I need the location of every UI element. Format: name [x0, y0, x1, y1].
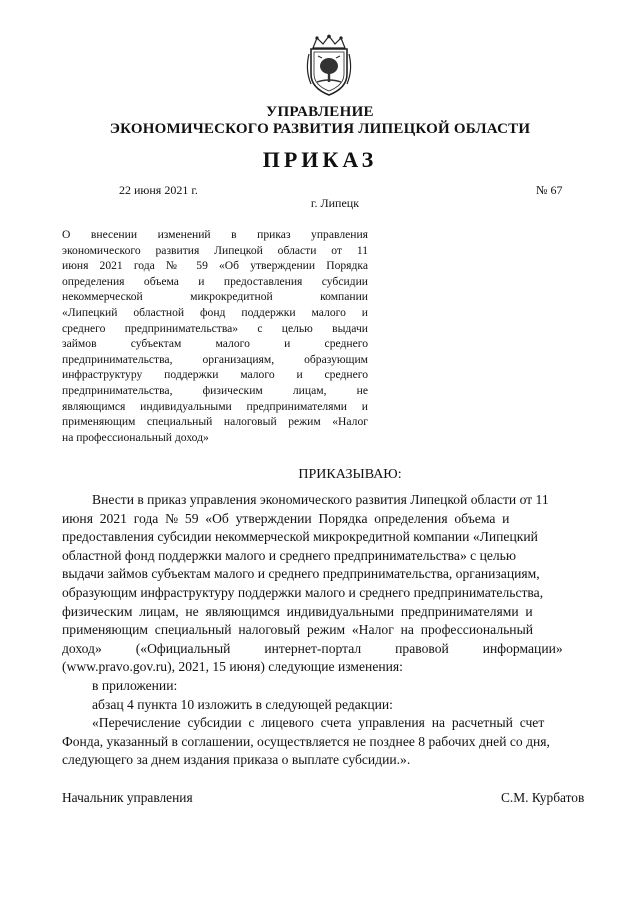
body-line: предоставления субсидии некоммерческой микрокредитной компании «Липецкий [62, 529, 538, 545]
subject-line: инфраструктуру поддержки малого и среднего [62, 368, 368, 382]
order-body [62, 491, 602, 770]
body-line: областной фонд поддержки малого и среднего предпринимательства» с целью [62, 547, 517, 563]
body-line: применяющим специальный налоговый режим «Налог на профессиональный [62, 622, 533, 638]
subject-line: июня 2021 года № 59 «Об утверждении Порядка [62, 259, 368, 273]
subject-line: предпринимательства, организациям, образующим [62, 352, 368, 366]
document-number: № 67 [536, 183, 563, 197]
body-paragraph: в приложении: [92, 677, 178, 693]
body-paragraph: абзац 4 пункта 10 изложить в следующей редакции: [92, 696, 393, 712]
body-line: физическим лицам, не являющимся индивидуальными предпринимателями и [62, 603, 533, 619]
subject-line: займов субъектам малого и среднего [62, 337, 368, 351]
subject-line: применяющим специальный налоговый режим «Налог [62, 415, 368, 429]
body-line: выдачи займов субъектам малого и среднего предпринимательства, организациям, [62, 566, 540, 582]
subject-line: экономического развития Липецкой области от 11 [62, 243, 368, 257]
subject-line: предпринимательства, физическим лицам, не [62, 383, 368, 397]
document-type-title: ПРИКАЗ [262, 147, 378, 172]
body-line: июня 2021 года № 59 «Об утверждении Порядка определения объема и [62, 510, 510, 526]
body-line: следующего за днем издания приказа о выплате субсидии.». [62, 752, 411, 768]
subject-line: некоммерческой микрокредитной компании [62, 290, 368, 304]
subject-line: «Липецкий областной фонд поддержки малого и [62, 305, 368, 319]
subject-line: О внесении изменений в приказ управления [62, 228, 368, 241]
body-line: «Перечисление субсидии с лицевого счета управления на расчетный счет [92, 715, 545, 731]
body-line: Внести в приказ управления экономического развития Липецкой области от 11 [92, 492, 549, 507]
subject-line: определения объема и предоставления субсидии [62, 274, 368, 288]
document-date: 22 июня 2021 г. [119, 183, 198, 197]
body-line: Фонда, указанный в соглашении, осуществляется не позднее 8 рабочих дней со дня, [62, 733, 550, 749]
body-line: (www.pravo.gov.ru), 2021, 15 июня) следующие изменения: [62, 659, 403, 675]
order-subject [62, 227, 368, 445]
coat-of-arms-emblem [303, 34, 355, 98]
org-name-line2: ЭКОНОМИЧЕСКОГО РАЗВИТИЯ ЛИПЕЦКОЙ ОБЛАСТИ [109, 121, 531, 137]
signatory-name: С.М. Курбатов [501, 790, 585, 805]
subject-line: являющимся индивидуальными предпринимателями и [62, 399, 368, 413]
decree-word: ПРИКАЗЫВАЮ: [298, 467, 402, 482]
body-line: образующим инфраструктуру поддержки малого и среднего предпринимательства, [62, 584, 544, 600]
subject-line: среднего предпринимательства» с целью выдачи [62, 321, 368, 335]
signatory-position: Начальник управления [62, 790, 193, 805]
body-line: доход» («Официальный интернет-портал правовой информации» [62, 640, 563, 656]
org-name-line1: УПРАВЛЕНИЕ [266, 104, 374, 120]
subject-line: на профессиональный доход» [62, 430, 209, 444]
document-city: г. Липецк [310, 196, 360, 210]
